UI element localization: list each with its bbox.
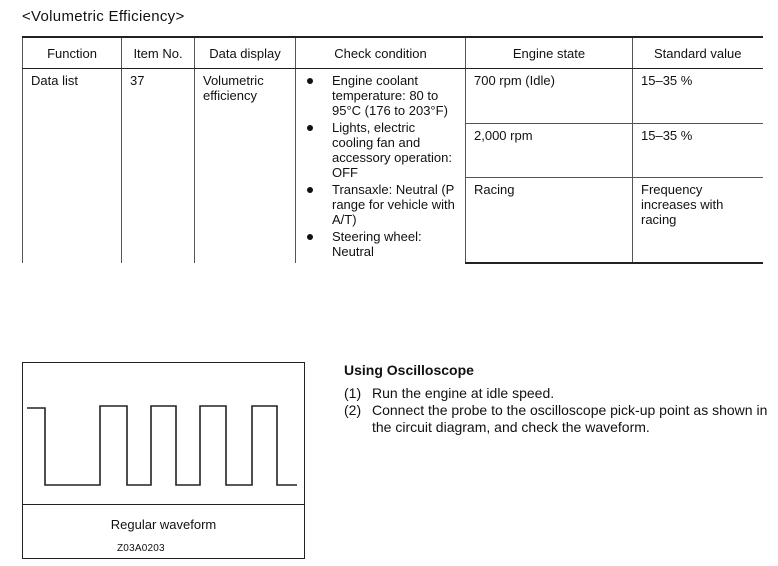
step-text: Connect the probe to the oscilloscope pick-up point as shown in the circuit diagram, and check the waveform. — [372, 402, 768, 435]
header-engine-state: Engine state — [466, 37, 633, 69]
regular-waveform-trace — [27, 406, 297, 485]
check-condition-item: Lights, electric cooling fan and accessory operation: OFF — [304, 120, 457, 180]
oscilloscope-heading: Using Oscilloscope — [344, 362, 474, 378]
step-number: (2) — [344, 402, 362, 418]
check-condition-item: Transaxle: Neutral (P range for vehicle with A/T) — [304, 182, 457, 227]
cell-function: Data list — [23, 69, 122, 264]
check-condition-item: Engine coolant temperature: 80 to 95°C (176 to 203°F) — [304, 73, 457, 118]
check-condition-item: Steering wheel: Neutral — [304, 229, 457, 259]
waveform-figure — [22, 362, 305, 559]
header-standard-value: Standard value — [633, 37, 763, 69]
cell-engine-state-2000: 2,000 rpm — [466, 123, 633, 178]
header-data-display: Data display — [195, 37, 296, 69]
oscilloscope-step — [344, 402, 774, 436]
cell-standard-value-idle: 15–35 % — [633, 69, 763, 124]
cell-item-no: 37 — [122, 69, 195, 264]
cell-data-display: Volumetric efficiency — [195, 69, 296, 264]
figure-caption: Regular waveform — [110, 517, 217, 532]
header-check-condition: Check condition — [296, 37, 466, 69]
oscilloscope-steps — [344, 385, 774, 436]
oscilloscope-section — [344, 362, 774, 436]
cell-standard-value-racing: Frequency increases with racing — [633, 178, 763, 263]
table-header-row — [23, 37, 763, 69]
oscilloscope-step — [344, 385, 774, 402]
section-title: <Volumetric Efficiency> — [22, 8, 185, 25]
header-item-no: Item No. — [122, 37, 195, 69]
check-condition-list — [304, 73, 457, 259]
data-list-table — [22, 36, 763, 264]
cell-engine-state-racing: Racing — [466, 178, 633, 263]
figure-code: Z03A0203 — [117, 543, 165, 554]
table-row — [23, 69, 763, 124]
figure-divider — [23, 504, 304, 505]
cell-standard-value-2000: 15–35 % — [633, 123, 763, 178]
header-function: Function — [23, 37, 122, 69]
step-text: Run the engine at idle speed. — [372, 385, 555, 401]
cell-engine-state-idle: 700 rpm (Idle) — [466, 69, 633, 124]
waveform-graph — [23, 363, 304, 504]
cell-check-condition — [296, 69, 466, 264]
step-number: (1) — [344, 385, 362, 401]
